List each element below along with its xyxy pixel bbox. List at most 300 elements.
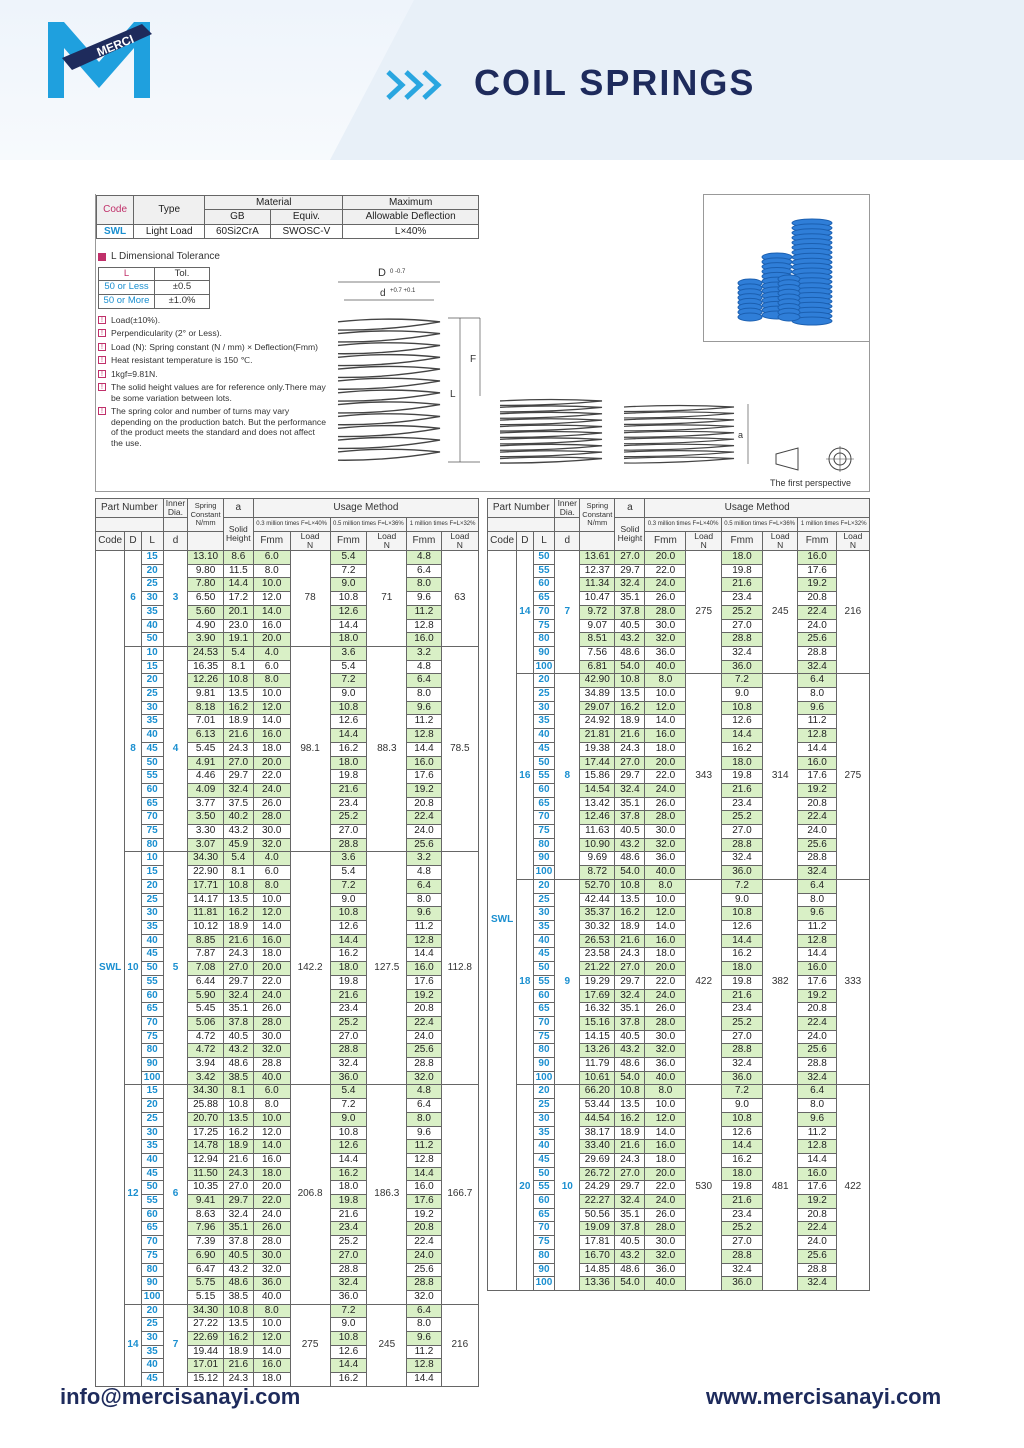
solid-height-cell: 18.9 xyxy=(615,715,645,729)
fmm2-cell: 32.4 xyxy=(721,852,762,866)
spec-max-header: Maximum xyxy=(343,196,479,210)
table-row xyxy=(96,551,479,565)
solid-height-cell: 27.0 xyxy=(615,756,645,770)
spring-constant-cell: 8.18 xyxy=(188,701,224,715)
load1-cell: 275 xyxy=(686,551,721,674)
fmm3-cell: 9.6 xyxy=(407,1126,441,1140)
fmm3-cell: 6.4 xyxy=(407,674,441,688)
fmm1-cell: 16.0 xyxy=(645,729,686,743)
th-usage: Usage Method xyxy=(253,499,478,518)
d-inner-cell: 7 xyxy=(163,1304,188,1386)
d-inner-cell: 5 xyxy=(163,852,188,1085)
spring-constant-cell: 11.63 xyxy=(580,825,615,839)
spring-constant-cell: 9.41 xyxy=(188,1195,224,1209)
table-row xyxy=(96,770,479,784)
fmm2-cell: 14.4 xyxy=(721,934,762,948)
fmm2-cell: 18.0 xyxy=(330,1181,367,1195)
solid-height-cell: 37.8 xyxy=(615,605,645,619)
fmm2-cell: 12.6 xyxy=(721,715,762,729)
fmm1-cell: 36.0 xyxy=(645,1263,686,1277)
l-cell: 45 xyxy=(533,948,555,962)
spring-constant-cell: 21.22 xyxy=(580,962,615,976)
th-spring: Spring xyxy=(194,501,217,511)
table-row xyxy=(488,633,870,647)
table-row xyxy=(488,1016,870,1030)
spring-constant-cell: 3.50 xyxy=(188,811,224,825)
fmm1-cell: 12.0 xyxy=(253,1126,290,1140)
table-row xyxy=(96,920,479,934)
fmm3-cell: 12.8 xyxy=(407,1153,441,1167)
fmm3-cell: 24.0 xyxy=(798,1236,836,1250)
l-cell: 80 xyxy=(141,1044,163,1058)
fmm1-cell: 28.0 xyxy=(253,1236,290,1250)
table-row xyxy=(488,1195,870,1209)
l-cell: 55 xyxy=(533,564,555,578)
fmm1-cell: 18.0 xyxy=(253,1373,290,1387)
th-fmm: Fmm xyxy=(721,532,762,551)
fmm1-cell: 24.0 xyxy=(645,1195,686,1209)
spring-constant-cell: 29.69 xyxy=(580,1153,615,1167)
spring-constant-cell: 17.25 xyxy=(188,1126,224,1140)
d-outer-label: D xyxy=(378,267,386,279)
th-constant: Constant xyxy=(190,509,221,519)
table-row xyxy=(488,1167,870,1181)
solid-height-cell: 40.5 xyxy=(223,1249,253,1263)
table-row xyxy=(96,660,479,674)
fmm1-cell: 16.0 xyxy=(645,1140,686,1154)
fmm3-cell: 28.8 xyxy=(407,1277,441,1291)
solid-height-cell: 38.5 xyxy=(223,1290,253,1304)
th-D: D xyxy=(125,532,141,551)
fmm1-cell: 8.0 xyxy=(253,1304,290,1318)
table-row xyxy=(488,1071,870,1085)
coil-turn xyxy=(500,457,602,463)
fmm3-cell: 19.2 xyxy=(407,1208,441,1222)
spring-constant-cell: 22.27 xyxy=(580,1195,615,1209)
th-u2: 0.5 million times F=L×36% xyxy=(330,518,407,532)
table-row xyxy=(96,1222,479,1236)
solid-height-cell: 29.7 xyxy=(223,1195,253,1209)
fmm1-cell: 14.0 xyxy=(253,715,290,729)
fmm2-cell: 28.8 xyxy=(721,1044,762,1058)
spring-constant-cell: 53.44 xyxy=(580,1099,615,1113)
solid-height-cell: 32.4 xyxy=(615,989,645,1003)
note-text: 1kgf=9.81N. xyxy=(111,368,158,379)
d-outer-cell: 16 xyxy=(517,674,533,880)
fmm2-cell: 28.8 xyxy=(721,838,762,852)
fmm2-cell: 14.4 xyxy=(330,1153,367,1167)
fmm1-cell: 36.0 xyxy=(645,646,686,660)
fmm3-cell: 20.8 xyxy=(798,592,836,606)
table-row xyxy=(96,852,479,866)
fmm3-cell: 32.0 xyxy=(407,1071,441,1085)
solid-height-cell: 24.3 xyxy=(615,742,645,756)
spring-constant-cell: 17.44 xyxy=(580,756,615,770)
spring-constant-cell: 3.90 xyxy=(188,633,224,647)
fmm3-cell: 16.0 xyxy=(407,962,441,976)
fmm3-cell: 25.6 xyxy=(798,1044,836,1058)
fmm2-cell: 28.8 xyxy=(721,1249,762,1263)
fmm1-cell: 10.0 xyxy=(645,1099,686,1113)
tolerance-table xyxy=(98,267,210,309)
spring-constant-cell: 8.63 xyxy=(188,1208,224,1222)
solid-height-cell: 48.6 xyxy=(223,1058,253,1072)
table-row xyxy=(96,1181,479,1195)
fmm3-cell: 4.8 xyxy=(407,866,441,880)
fmm1-cell: 24.0 xyxy=(253,1208,290,1222)
solid-height-cell: 32.4 xyxy=(615,1195,645,1209)
table-row xyxy=(488,1030,870,1044)
l-cell: 40 xyxy=(533,934,555,948)
spring-constant-cell: 19.29 xyxy=(580,975,615,989)
table-row xyxy=(96,756,479,770)
load1-cell: 422 xyxy=(686,879,721,1085)
spring-constant-cell: 4.72 xyxy=(188,1030,224,1044)
fmm2-cell: 25.2 xyxy=(330,1016,367,1030)
spring-constant-cell: 5.60 xyxy=(188,605,224,619)
solid-height-cell: 37.8 xyxy=(615,811,645,825)
d-inner-cell: 4 xyxy=(163,646,188,852)
solid-height-cell: 16.2 xyxy=(223,907,253,921)
th-solid-height xyxy=(223,518,253,551)
fmm2-cell: 9.0 xyxy=(330,1318,367,1332)
fmm1-cell: 26.0 xyxy=(645,592,686,606)
spec-equiv: SWOSC-V xyxy=(270,224,343,238)
spring-constant-cell: 14.85 xyxy=(580,1263,615,1277)
th-load-text: Load xyxy=(843,531,863,541)
l-cell: 30 xyxy=(141,907,163,921)
solid-height-cell: 27.0 xyxy=(615,962,645,976)
l-cell: 70 xyxy=(141,1016,163,1030)
solid-height-cell: 35.1 xyxy=(615,1208,645,1222)
coil-turn xyxy=(624,438,734,444)
fmm1-cell: 4.0 xyxy=(253,646,290,660)
l-cell: 80 xyxy=(141,838,163,852)
spring-constant-cell: 9.81 xyxy=(188,688,224,702)
table-row xyxy=(96,838,479,852)
tol-row-v: ±0.5 xyxy=(155,281,210,295)
l-cell: 55 xyxy=(141,1195,163,1209)
th-height: Height xyxy=(226,533,251,543)
solid-height-cell: 24.3 xyxy=(223,948,253,962)
l-cell: 55 xyxy=(141,770,163,784)
fmm2-cell: 23.4 xyxy=(721,1208,762,1222)
fmm2-cell: 16.2 xyxy=(330,948,367,962)
a-label: a xyxy=(738,430,744,440)
table-row xyxy=(488,825,870,839)
fmm1-cell: 28.0 xyxy=(645,1222,686,1236)
spring-constant-cell: 19.38 xyxy=(580,742,615,756)
fmm1-cell: 32.0 xyxy=(253,1263,290,1277)
note-item xyxy=(98,355,328,366)
th-inner-text: Inner xyxy=(165,498,186,508)
solid-height-cell: 43.2 xyxy=(615,633,645,647)
spring-constant-cell: 66.20 xyxy=(580,1085,615,1099)
fmm1-cell: 36.0 xyxy=(645,1058,686,1072)
solid-height-cell: 18.9 xyxy=(223,920,253,934)
spring-constant-cell: 25.88 xyxy=(188,1099,224,1113)
spring-constant-cell: 33.40 xyxy=(580,1140,615,1154)
spring-constant-cell: 11.50 xyxy=(188,1167,224,1181)
fmm3-cell: 17.6 xyxy=(798,1181,836,1195)
table-row xyxy=(96,825,479,839)
table-row xyxy=(488,1126,870,1140)
fmm1-cell: 26.0 xyxy=(253,1222,290,1236)
fmm1-cell: 24.0 xyxy=(253,783,290,797)
spring-constant-cell: 6.90 xyxy=(188,1249,224,1263)
l-cell: 65 xyxy=(141,797,163,811)
tol-row-l: 50 or Less xyxy=(99,281,155,295)
fmm1-cell: 18.0 xyxy=(645,948,686,962)
fmm1-cell: 24.0 xyxy=(253,989,290,1003)
th-load-text: Load xyxy=(377,531,397,541)
coil-turn xyxy=(338,449,440,460)
l-cell: 70 xyxy=(533,1222,555,1236)
fmm3-cell: 12.8 xyxy=(407,934,441,948)
spring-photo xyxy=(703,194,870,342)
fmm2-cell: 27.0 xyxy=(721,1030,762,1044)
table-row xyxy=(488,852,870,866)
fmm1-cell: 26.0 xyxy=(645,1208,686,1222)
spring-constant-cell: 14.15 xyxy=(580,1030,615,1044)
table-row xyxy=(488,1140,870,1154)
solid-height-cell: 21.6 xyxy=(615,934,645,948)
l-cell: 35 xyxy=(141,715,163,729)
info-icon: ! xyxy=(98,383,106,391)
fmm2-cell: 7.2 xyxy=(721,674,762,688)
fmm3-cell: 19.2 xyxy=(798,783,836,797)
th-solid: Solid xyxy=(620,524,640,534)
fmm3-cell: 16.0 xyxy=(798,1167,836,1181)
fmm1-cell: 40.0 xyxy=(645,866,686,880)
solid-height-cell: 40.5 xyxy=(615,825,645,839)
fmm3-cell: 16.0 xyxy=(407,633,441,647)
fmm3-cell: 25.6 xyxy=(407,1263,441,1277)
th-constant: Constant xyxy=(582,509,613,519)
table-row xyxy=(488,770,870,784)
fmm1-cell: 18.0 xyxy=(253,1167,290,1181)
table-row xyxy=(488,564,870,578)
fmm1-cell: 16.0 xyxy=(253,934,290,948)
fmm2-cell: 19.8 xyxy=(330,975,367,989)
fmm1-cell: 10.0 xyxy=(253,893,290,907)
fmm3-cell: 9.6 xyxy=(407,1332,441,1346)
table-row xyxy=(488,1085,870,1099)
fmm3-cell: 6.4 xyxy=(407,879,441,893)
th-fmm: Fmm xyxy=(798,532,836,551)
solid-height-cell: 40.5 xyxy=(615,1236,645,1250)
fmm3-cell: 28.8 xyxy=(407,1058,441,1072)
spring-constant-cell: 9.72 xyxy=(580,605,615,619)
fmm3-cell: 24.0 xyxy=(798,825,836,839)
spring-constant-cell: 27.22 xyxy=(188,1318,224,1332)
table-row xyxy=(96,564,479,578)
fmm2-cell: 10.8 xyxy=(330,907,367,921)
th-n-text: N xyxy=(383,540,390,550)
fmm1-cell: 12.0 xyxy=(253,701,290,715)
load1-cell: 98.1 xyxy=(290,646,330,852)
solid-height-cell: 21.6 xyxy=(223,1153,253,1167)
table-row xyxy=(488,701,870,715)
solid-height-cell: 8.1 xyxy=(223,1085,253,1099)
table-row xyxy=(96,715,479,729)
fmm3-cell: 25.6 xyxy=(798,633,836,647)
fmm1-cell: 18.0 xyxy=(253,948,290,962)
fmm3-cell: 12.8 xyxy=(407,619,441,633)
fmm1-cell: 20.0 xyxy=(253,756,290,770)
load2-cell: 71 xyxy=(367,551,407,647)
l-cell: 45 xyxy=(141,1373,163,1387)
fmm1-cell: 20.0 xyxy=(253,633,290,647)
fmm3-cell: 22.4 xyxy=(798,1222,836,1236)
spring-constant-cell: 7.87 xyxy=(188,948,224,962)
d-outer-cell: 8 xyxy=(125,646,141,852)
fmm1-cell: 8.0 xyxy=(253,1099,290,1113)
th-u1: 0.3 million times F=L×40% xyxy=(253,518,330,532)
l-cell: 75 xyxy=(141,825,163,839)
fmm3-cell: 32.4 xyxy=(798,1071,836,1085)
fmm3-cell: 12.8 xyxy=(798,934,836,948)
spring-constant-cell: 16.32 xyxy=(580,1003,615,1017)
spring-constant-cell: 19.09 xyxy=(580,1222,615,1236)
fmm3-cell: 25.6 xyxy=(798,1249,836,1263)
l-cell: 55 xyxy=(141,975,163,989)
info-icon: ! xyxy=(98,407,106,415)
spring-constant-cell: 5.06 xyxy=(188,1016,224,1030)
spring-constant-cell: 24.53 xyxy=(188,646,224,660)
fmm1-cell: 4.0 xyxy=(253,852,290,866)
table-row xyxy=(96,1016,479,1030)
fmm3-cell: 4.8 xyxy=(407,660,441,674)
spring-constant-cell: 3.94 xyxy=(188,1058,224,1072)
info-icon: ! xyxy=(98,356,106,364)
fmm1-cell: 8.0 xyxy=(253,564,290,578)
th-u3: 1 million times F=L×32% xyxy=(798,518,870,532)
l-cell: 30 xyxy=(533,907,555,921)
table-row xyxy=(488,1263,870,1277)
footer-website[interactable]: www.mercisanayi.com xyxy=(706,1384,942,1409)
footer-email[interactable]: info@mercisanayi.com xyxy=(60,1384,301,1409)
table-row xyxy=(488,893,870,907)
fmm1-cell: 40.0 xyxy=(253,1290,290,1304)
fmm1-cell: 30.0 xyxy=(645,1030,686,1044)
d-inner-cell: 3 xyxy=(163,551,188,647)
table-row xyxy=(488,1044,870,1058)
l-cell: 90 xyxy=(141,1277,163,1291)
th-u2: 0.5 million times F=L×36% xyxy=(721,518,798,532)
table-row xyxy=(96,1249,479,1263)
spring-constant-cell: 34.30 xyxy=(188,1304,224,1318)
fmm2-cell: 12.6 xyxy=(330,715,367,729)
fmm1-cell: 14.0 xyxy=(253,1140,290,1154)
fmm2-cell: 10.8 xyxy=(721,1112,762,1126)
fmm1-cell: 12.0 xyxy=(645,907,686,921)
fmm2-cell: 10.8 xyxy=(721,701,762,715)
solid-height-cell: 29.7 xyxy=(223,770,253,784)
d-inner-cell: 10 xyxy=(555,1085,580,1291)
solid-height-cell: 27.0 xyxy=(223,962,253,976)
fmm3-cell: 24.0 xyxy=(798,619,836,633)
solid-height-cell: 43.2 xyxy=(223,1263,253,1277)
d-outer-cell: 6 xyxy=(125,551,141,647)
l-cell: 15 xyxy=(141,660,163,674)
solid-height-cell: 20.1 xyxy=(223,605,253,619)
spring-constant-cell: 12.26 xyxy=(188,674,224,688)
table-row xyxy=(96,797,479,811)
table-row xyxy=(96,1304,479,1318)
solid-height-cell: 24.3 xyxy=(223,1373,253,1387)
perspective-label: The first perspective xyxy=(770,478,852,488)
d-outer-tol: 0 -0.7 xyxy=(390,269,406,275)
table-row xyxy=(96,1318,479,1332)
l-cell: 10 xyxy=(141,646,163,660)
fmm1-cell: 8.0 xyxy=(645,674,686,688)
table-row xyxy=(96,1359,479,1373)
load3-cell: 333 xyxy=(836,879,869,1085)
solid-height-cell: 18.9 xyxy=(615,920,645,934)
l-cell: 60 xyxy=(141,989,163,1003)
l-cell: 25 xyxy=(141,578,163,592)
l-cell: 35 xyxy=(533,920,555,934)
fmm2-cell: 19.8 xyxy=(721,770,762,784)
table-row xyxy=(96,1085,479,1099)
table-row xyxy=(96,1044,479,1058)
spring-constant-cell: 26.53 xyxy=(580,934,615,948)
solid-height-cell: 37.5 xyxy=(223,797,253,811)
spring-constant-cell: 3.30 xyxy=(188,825,224,839)
fmm3-cell: 9.6 xyxy=(407,907,441,921)
table-row xyxy=(488,619,870,633)
l-cell: 75 xyxy=(533,1236,555,1250)
fmm3-cell: 17.6 xyxy=(798,770,836,784)
fmm3-cell: 22.4 xyxy=(798,1016,836,1030)
table-row xyxy=(96,1345,479,1359)
table-row xyxy=(96,989,479,1003)
fmm2-cell: 18.0 xyxy=(330,962,367,976)
fmm2-cell: 28.8 xyxy=(330,838,367,852)
fmm2-cell: 5.4 xyxy=(330,551,367,565)
fmm1-cell: 22.0 xyxy=(645,770,686,784)
th-dia-text: Dia. xyxy=(559,507,575,517)
spring-constant-cell: 22.90 xyxy=(188,866,224,880)
th-solid: Solid xyxy=(228,524,248,534)
th-nmm: N/mm xyxy=(195,518,216,528)
table-row xyxy=(488,688,870,702)
fmm1-cell: 12.0 xyxy=(253,592,290,606)
spec-max: L×40% xyxy=(343,224,479,238)
table-row xyxy=(488,1222,870,1236)
table-row xyxy=(96,879,479,893)
fmm3-cell: 19.2 xyxy=(407,989,441,1003)
coil-turn xyxy=(624,431,734,437)
load1-cell: 206.8 xyxy=(290,1085,330,1304)
fmm3-cell: 3.2 xyxy=(407,646,441,660)
spring-constant-cell: 20.70 xyxy=(188,1112,224,1126)
l-label: L xyxy=(450,389,456,400)
spring-constant-cell: 7.80 xyxy=(188,578,224,592)
fmm2-cell: 27.0 xyxy=(721,825,762,839)
coil-turn xyxy=(338,437,440,448)
l-cell: 65 xyxy=(533,1003,555,1017)
fmm3-cell: 9.6 xyxy=(798,1112,836,1126)
spring-constant-cell: 44.54 xyxy=(580,1112,615,1126)
l-cell: 40 xyxy=(533,1140,555,1154)
fmm2-cell: 5.4 xyxy=(330,1085,367,1099)
fmm3-cell: 11.2 xyxy=(407,920,441,934)
info-icon: ! xyxy=(98,329,106,337)
spring-constant-cell: 38.17 xyxy=(580,1126,615,1140)
load3-cell: 166.7 xyxy=(441,1085,478,1304)
